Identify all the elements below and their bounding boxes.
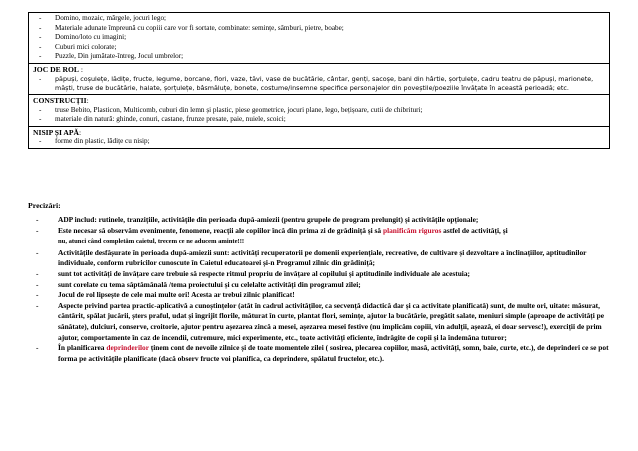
list-item: - Domino/loto cu imagini;	[39, 33, 127, 42]
highlight-text: planificăm riguros	[382, 225, 442, 235]
note-item: - Este necesar să observăm evenimente, fenomene, reacții ale copiilor încă din prima zi de grădiniță și să planificăm riguros astfel de activități, și nu, atunci când completăm caietul, trecem ce ne aducem aminte!!!	[36, 225, 508, 246]
section-heading: JOC DE ROL :	[33, 64, 84, 74]
list-item: - Cuburi mici colorate;	[39, 42, 117, 51]
list-item: - forme din plastic, lădițe cu nisip;	[39, 137, 150, 146]
highlight-text: deprinderilor	[106, 343, 149, 353]
nisip-row	[29, 126, 610, 148]
joc-de-rol-row	[29, 63, 610, 94]
materials-table	[28, 12, 610, 149]
note-item: - Jocul de rol lipsește de cele mai multe ori! Acesta ar trebui zilnic planificat!	[36, 290, 295, 300]
list-item: - Puzzle, Din jumătate-întreg, Jocul umbrelor;	[39, 52, 184, 61]
section-heading: CONSTRUCȚII:	[33, 95, 89, 105]
intro-row	[29, 13, 610, 64]
constructii-row	[29, 94, 610, 126]
list-item: - materiale din natură: ghinde, conuri, castane, frunze presate, paie, nuiele, scoici;	[39, 115, 286, 124]
section-heading: NISIP ȘI APĂ:	[33, 127, 82, 137]
list-item: - Materiale adunate împreună cu copiii care vor fi sortate, combinate: semințe, sâmburi, pietre, boabe;	[39, 23, 344, 32]
list-item: - Domino, mozaic, mărgele, jocuri lego;	[39, 14, 167, 22]
note-item: - În planificarea deprinderilor ținem cont de nevoile zilnice și de toate momentele zilei ( sosirea, plecarea copiilor, masă, activități, somn, baie, curte, etc.), de deprinderi ce se pot forma pe activitățile planificate (dacă observ fructe voi planifica, ca deprindere, spălatul fructelor, etc.).	[36, 343, 609, 363]
note-item: - Activitățile desfășurate în perioada după-amiezii sunt: activități recuperatorii pe domenii experiențiale, recreative, de cultivare și dezvoltare a înclinațiilor, aptitudinilor individuale, conform rubricilor cunoscute în Caietul educatoarei și-n Programul zilnic din grădiniță;	[36, 247, 587, 268]
notes-section	[28, 201, 618, 364]
note-item: - sunt tot activități de învățare care trebuie să respecte ritmul propriu de învățare al copilului și aptitudinile individuale ale acestuia;	[36, 268, 471, 278]
note-item: - ADP includ: rutinele, tranzițiile, activitățile din perioada după-amiezii (pentru grupele de program prelungit) și activitățile opționale;	[36, 215, 479, 224]
note-item: - Aspecte privind partea practic-aplicativă a cunoștințelor (atât în cadrul activităților, ca secvență didactică dar și ca activitate planificată) sunt, de multe ori, uitate: măsurat, cântărit, spălat jucării, șters praful, udat și îngrijit florile, măturat în curte, plantat flori, semințe, ajutor la bucătărie, pregătit salate, meniuri simple (aproape de activități pe sănătate), dulciuri, conserve, croitorie, ajutor pentru așezarea zincă a mesei, așezarea mesei festive (nu implicăm copiii, vin adulții, așează, ei doar servesc!), exerciții de prim ajutor, comportamente în caz de incendii, cutremure, mici experimente, etc., toate activități eficiente, îndrăgite de copii și la îndemâna tuturor;	[36, 300, 605, 342]
list-item: - păpuși, coșulețe, lădițe, fructe, legume, borcane, flori, vaze, tăvi, vase de bucătărie, cântar, genți, sacoșe, bani din hârtie, șorțulețe, cadru teatru de păpuși, marionete, măști, truse de bucătărie, halate, șorțulețe, bâsmăluțe, bonete, costume/insemne specifice personajelor din poveștile/poeziile învățate în această perioadă; etc.	[39, 74, 594, 92]
list-item: - truse Bebito, Plasticon, Multicomb, cuburi din lemn și plastic, piese geometrice, jocuri plane, lego, bețișoare, cutii de chibrituri;	[39, 105, 423, 114]
note-item: - sunt corelate cu tema săptămânală /tema proiectului și cu celelalte activități din programul zilei;	[36, 279, 361, 289]
notes-title: Precizări:	[28, 201, 61, 210]
intro-list	[33, 14, 605, 62]
